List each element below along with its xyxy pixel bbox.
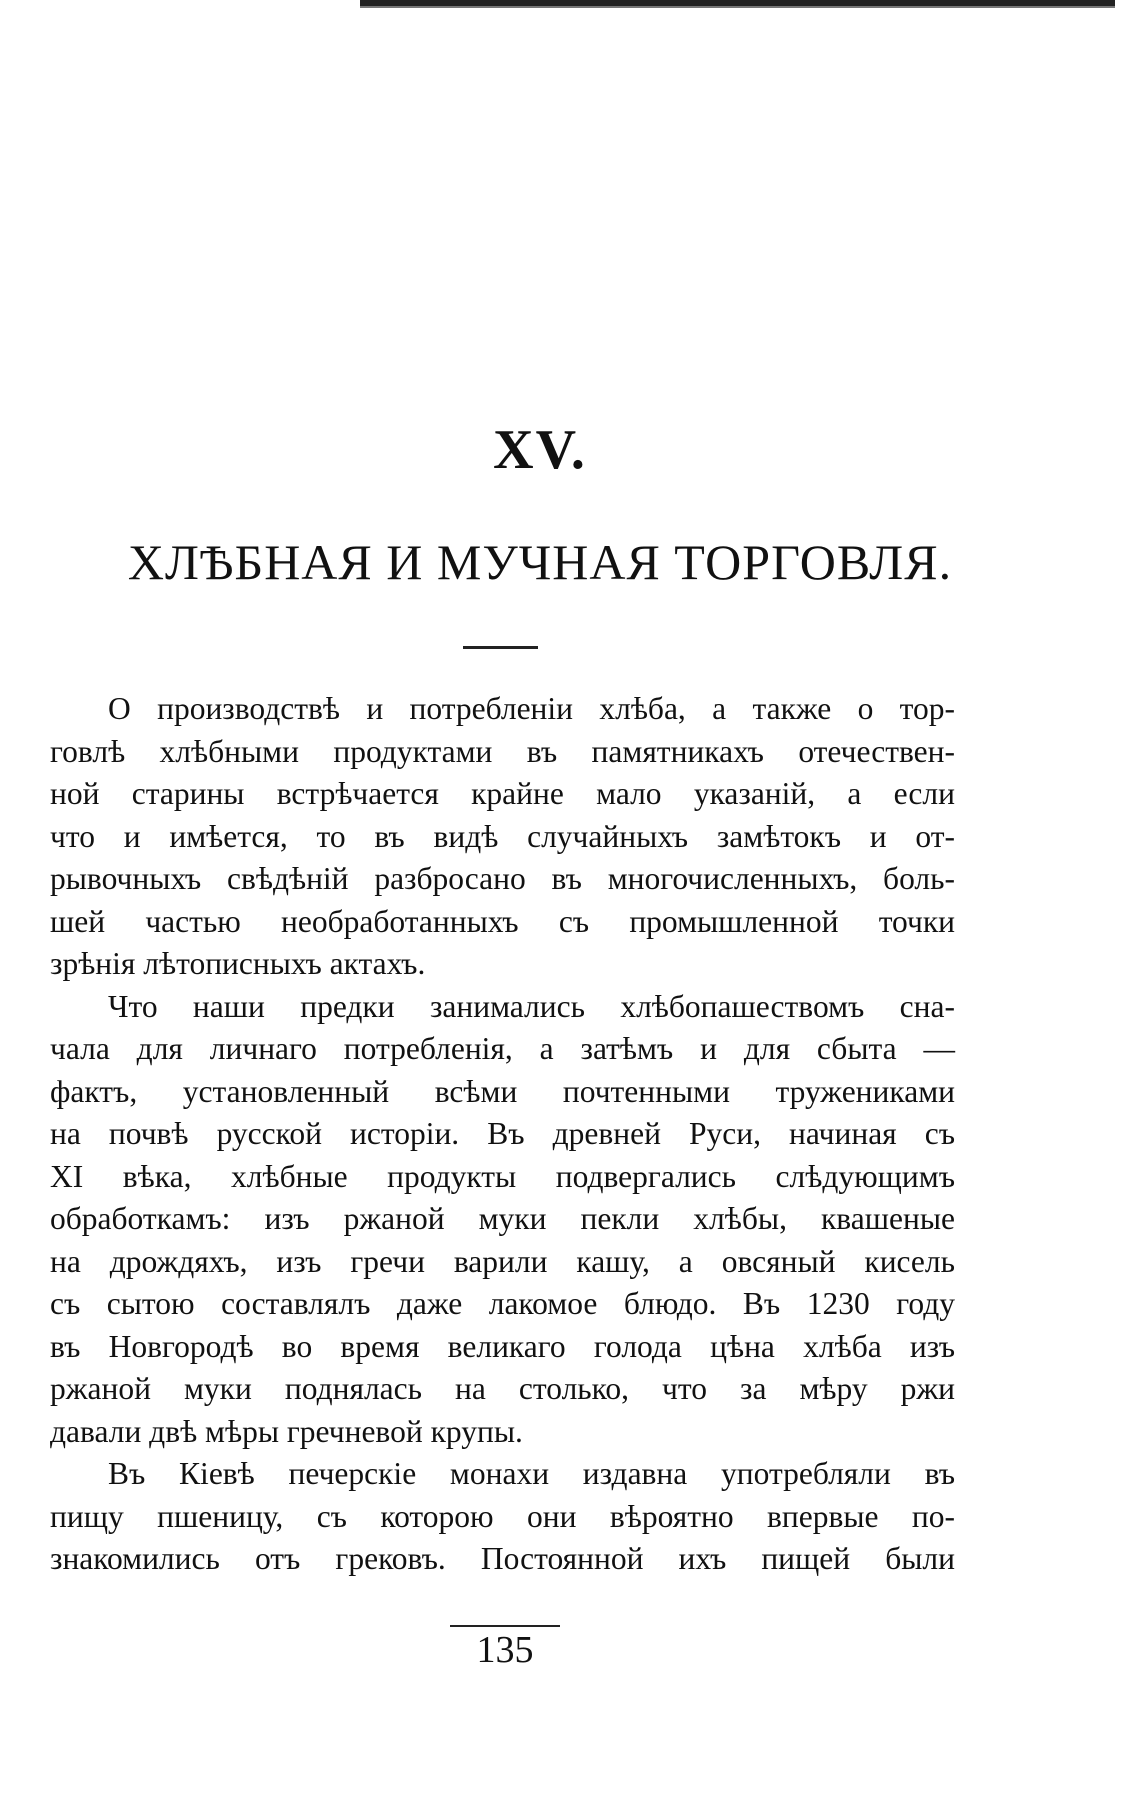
text-line: знакомились отъ грековъ. Постоянной ихъ пищей были: [50, 1541, 955, 1576]
chapter-number: XV.: [493, 419, 587, 481]
text-line: рывочныхъ свѣдѣній разбросано въ многочисленныхъ, боль-: [50, 861, 955, 896]
text-line: Что наши предки занимались хлѣбопашествомъ сна-: [108, 988, 955, 1024]
chapter-title: ХЛѢБНАЯ И МУЧНАЯ ТОРГОВЛЯ.: [127, 534, 953, 590]
text-line: ржаной муки поднялась на столько, что за мѣру ржи: [50, 1371, 955, 1406]
text-line: чала для личнаго потребленія, а затѣмъ и для сбыта —: [50, 1031, 955, 1066]
text-line: зрѣнія лѣтописныхъ актахъ.: [50, 946, 426, 981]
text-line: XI вѣка, хлѣбные продукты подвергались слѣдующимъ: [50, 1158, 955, 1194]
text-line: что и имѣется, то въ видѣ случайныхъ замѣтокъ и от-: [50, 818, 955, 854]
title-divider: [463, 646, 538, 649]
top-edge-rule: [360, 0, 1115, 6]
text-line: шей частью необработанныхъ съ промышленной точки: [50, 903, 955, 939]
text-line: давали двѣ мѣры гречневой крупы.: [50, 1413, 523, 1449]
paragraph-2: [50, 986, 955, 1454]
paragraph-1: [50, 688, 955, 986]
page-number-rule: [450, 1625, 560, 1627]
text-line: говлѣ хлѣбными продуктами въ памятникахъ отечествен-: [50, 733, 955, 769]
text-line: Въ Кіевѣ печерскіе монахи издавна употребляли въ: [108, 1456, 955, 1491]
text-line: въ Новгородѣ во время великаго голода цѣна хлѣба изъ: [50, 1328, 955, 1364]
text-line: на почвѣ русской исторіи. Въ древней Руси, начиная съ: [50, 1116, 955, 1151]
text-line: обработкамъ: изъ ржаной муки пекли хлѣбы, квашеные: [50, 1201, 955, 1236]
text-line: О производствѣ и потребленіи хлѣба, а также о тор-: [108, 691, 955, 726]
text-line: съ сытою составлялъ даже лакомое блюдо. Въ 1230 году: [50, 1286, 955, 1321]
page-number: 135: [476, 1629, 534, 1671]
text-line: фактъ, установленный всѣми почтенными тружениками: [50, 1073, 955, 1109]
text-line: ной старины встрѣчается крайне мало указаній, а если: [50, 776, 955, 811]
paragraph-3: [50, 1453, 955, 1581]
text-line: пищу пшеницу, съ которою они вѣроятно впервые по-: [50, 1498, 955, 1534]
body-text: [50, 688, 955, 1581]
text-line: на дрождяхъ, изъ гречи варили кашу, а овсяный кисель: [50, 1243, 955, 1279]
